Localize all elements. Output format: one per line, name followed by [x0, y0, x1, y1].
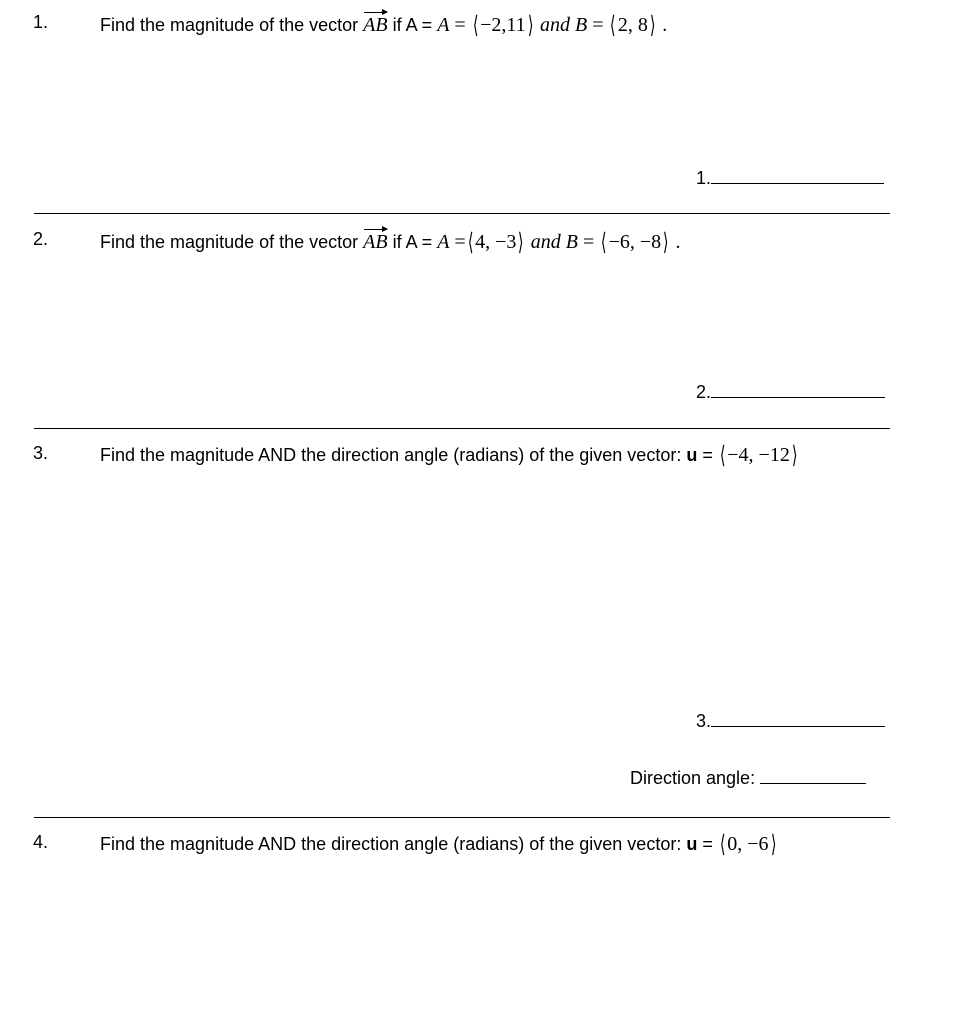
answer-label: 1. — [696, 168, 712, 188]
problem-number: 1. — [33, 12, 49, 32]
u-value: ⟨0, −6⟩ — [719, 832, 777, 858]
problem-prompt — [100, 830, 778, 859]
section-divider — [34, 213, 890, 214]
point-a: A =⟨4, −3⟩ and B = ⟨−6, −8⟩ . — [437, 230, 681, 256]
direction-blank[interactable] — [760, 782, 866, 784]
answer-line[interactable] — [696, 168, 884, 189]
answer-label: 2. — [696, 382, 712, 402]
u-eq: = — [702, 834, 713, 854]
prompt-text: Find the magnitude of the vector — [100, 15, 359, 35]
section-divider — [34, 817, 890, 818]
direction-label: Direction angle: — [630, 768, 756, 788]
answer-blank[interactable] — [711, 725, 885, 727]
u-eq: = — [702, 445, 713, 465]
answer-line[interactable] — [696, 711, 885, 732]
if-text: if A = — [392, 232, 433, 252]
answer-blank[interactable] — [711, 396, 885, 398]
answer-line[interactable] — [696, 382, 885, 403]
u-value: ⟨−4, −12⟩ — [719, 443, 798, 469]
prompt-text: Find the magnitude AND the direction angle (radians) of the given vector: — [100, 834, 682, 854]
problem-prompt — [100, 10, 667, 40]
problem-number: 2. — [33, 229, 49, 249]
answer-label: 3. — [696, 711, 712, 731]
vector-name: AB — [363, 10, 387, 37]
direction-angle-line[interactable] — [630, 768, 866, 789]
if-text: if A = — [392, 15, 433, 35]
vector-name: AB — [363, 227, 387, 254]
answer-blank[interactable] — [711, 182, 884, 184]
section-divider — [34, 428, 890, 429]
u-label: u — [686, 834, 698, 854]
prompt-text: Find the magnitude of the vector — [100, 232, 359, 252]
problem-number: 4. — [33, 832, 49, 852]
u-label: u — [686, 445, 698, 465]
point-a: A = ⟨−2,11⟩ and B = ⟨2, 8⟩ . — [437, 13, 668, 39]
problem-number: 3. — [33, 443, 49, 463]
problem-prompt — [100, 441, 799, 470]
prompt-text: Find the magnitude AND the direction angle (radians) of the given vector: — [100, 445, 682, 465]
problem-prompt — [100, 227, 681, 257]
